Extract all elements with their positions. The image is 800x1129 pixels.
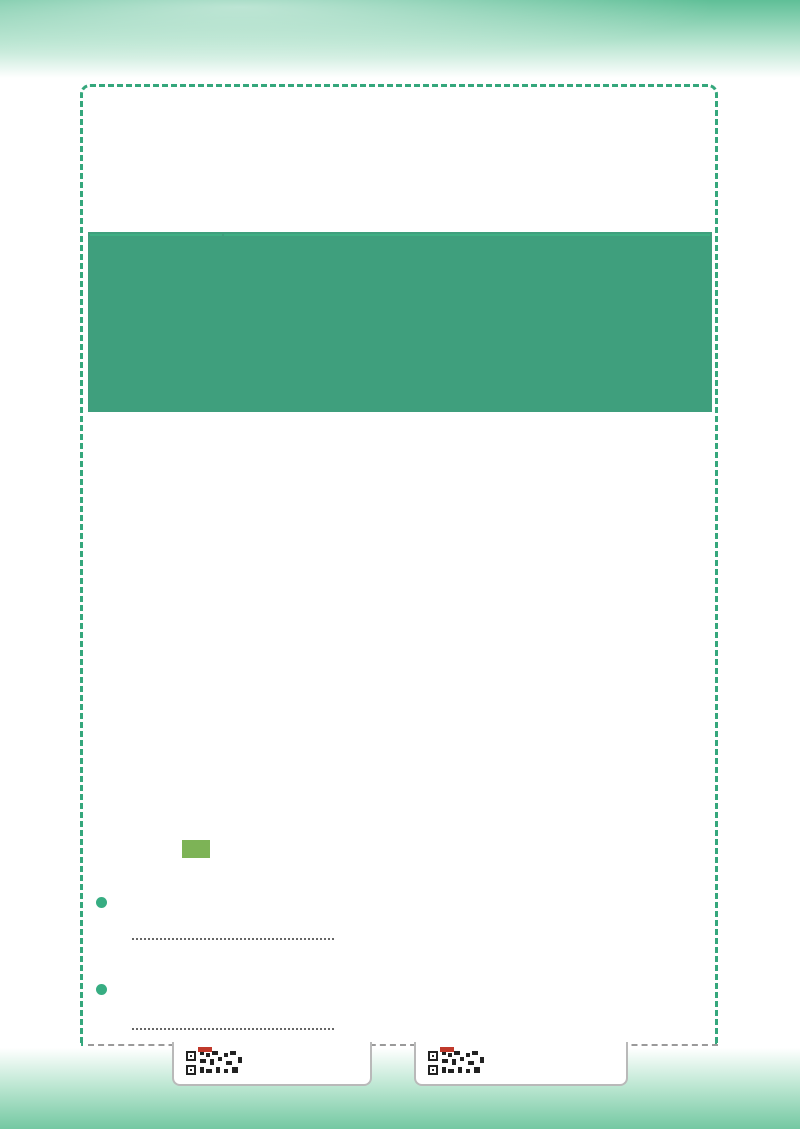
footer-tab-ogrenelim-2[interactable] (414, 1042, 628, 1086)
chart-note (178, 840, 214, 859)
table-header-instruments (90, 234, 222, 236)
note-swatch (182, 840, 210, 858)
question-1-answer-line (132, 938, 334, 940)
question-1-bullet (96, 897, 107, 908)
qr-code-icon (426, 1047, 486, 1079)
question-2-bullet (96, 984, 107, 995)
object-graph-table (88, 232, 712, 412)
qr-code-icon (184, 1047, 244, 1079)
bottom-decorative-band (0, 1048, 800, 1129)
question-2-answer-line (132, 1028, 334, 1030)
bar-chart (140, 520, 540, 840)
top-band-highlight (0, 0, 800, 70)
table-header-counts (224, 234, 710, 236)
top-decorative-band (0, 0, 800, 78)
footer-tab-ogrenelim-1[interactable] (172, 1042, 372, 1086)
